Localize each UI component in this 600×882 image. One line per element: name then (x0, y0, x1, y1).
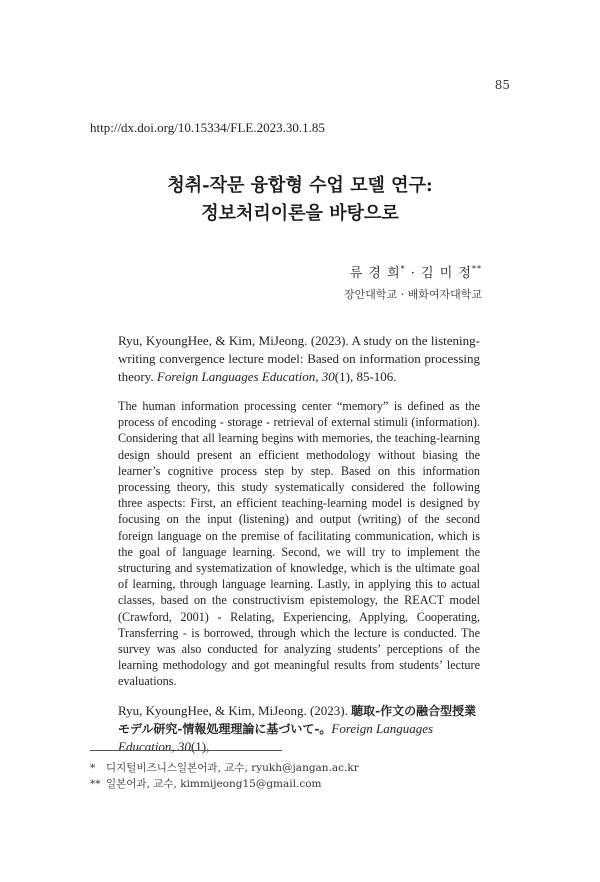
citation-issue-pages: (1), 85-106. (334, 369, 397, 384)
author-2: 김 미 정 (421, 266, 472, 281)
page-number: 85 (494, 78, 510, 92)
citation-authors-title: Ryu, KyoungHee, & Kim, MiJeong. (2023). A study on the listening-writing convergence lecture model: Based on information processing theory. (118, 333, 480, 384)
citation-ja-issue: (1), (190, 739, 210, 754)
citation-ja-journal: Foreign Languages Education, 30 (118, 721, 434, 754)
title-line-1: 청취-작문 융합형 수업 모델 연구: (167, 175, 433, 196)
footnote-1-mark: * (90, 762, 96, 774)
footnote-divider (90, 750, 282, 751)
affiliation: 장안대학교 · 배화여자대학교 (343, 288, 482, 301)
paper-title (0, 172, 600, 228)
citation-ja-title: 聴取-作文の融合型授業モデル研究-情報処理理論に基づいて-。 (118, 704, 477, 736)
footnote-2-text: 일본어과, 교수, kimmijeong15@gmail.com (106, 778, 322, 790)
abstract-body: The human information processing center “memory” is defined as the process of encoding - storage - retrieval of external stimuli (information). Considering that all learning begins with memories, the teaching-learning design should present an efficient methodology without biasing the learner’s cognitive process step by step. Based on this information processing theory, this study systematically considered the following three aspects: First, an efficient teaching-learning model is designed by focusing on the input (listening) and output (writing) of the second foreign language on the premise of facilitating communication, which is the goal of language learning. Second, we will try to implement the structuring and systematization of knowledge, which is the ultimate goal of learning, through language learning. Lastly, in applying this to actual classes, based on the constructivism epistemology, the REACT model (Crawford, 2001) - Relating, Experiencing, Applying, Cooperating, Transferring - is borrowed, through which the lecture is conducted. The survey was also conducted for analyzing students’ perceptions of the learning methodology and got meaningful results from students’ lecture evaluations. (118, 399, 480, 689)
author-2-mark: ** (472, 264, 482, 274)
author-1-mark: * (400, 264, 406, 274)
footnote-1 (90, 760, 359, 776)
doi-link[interactable]: http://dx.doi.org/10.15334/FLE.2023.30.1.85 (90, 120, 325, 135)
author-list (350, 262, 482, 281)
citation-journal: Foreign Languages Education, 30 (156, 369, 335, 384)
footnote-1-text: 디지털비즈니스일본어과, 교수, ryukh@jangan.ac.kr (106, 762, 359, 774)
author-1: 류 경 희 (349, 266, 401, 281)
footnote-2 (90, 776, 359, 792)
title-line-2: 정보처리이론을 바탕으로 (201, 203, 399, 224)
footnotes (90, 760, 359, 792)
japanese-citation (118, 702, 480, 756)
citation-ja-authors: Ryu, KyoungHee, & Kim, MiJeong. (2023). (118, 703, 348, 718)
author-separator: · (405, 266, 422, 281)
footnote-2-mark: ** (90, 778, 101, 790)
english-citation (118, 332, 480, 386)
